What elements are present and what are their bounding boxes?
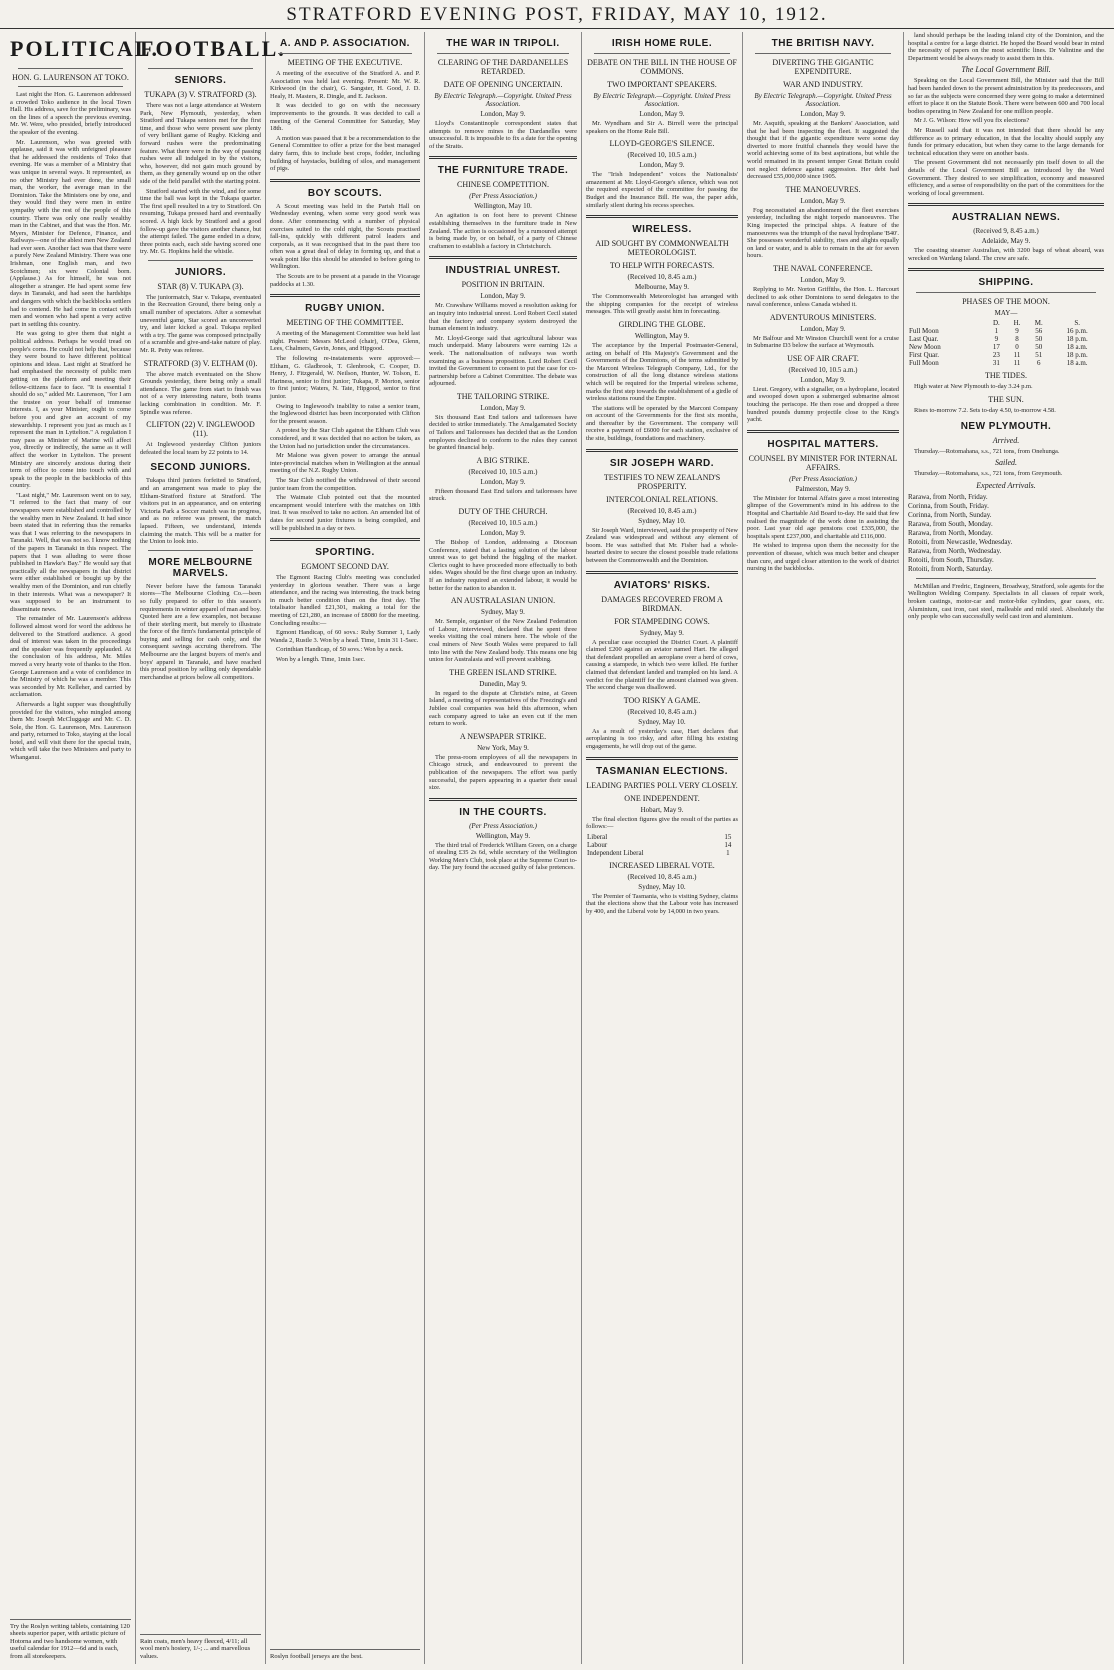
unrest-head: INDUSTRIAL UNREST. (445, 265, 561, 277)
moon-phase: New Moon (909, 343, 941, 352)
dateline: Sydney, May 10. (638, 516, 686, 525)
table-row (586, 841, 738, 849)
clifton-sub: CLIFTON (22) V. INGLEWOOD (11). (146, 420, 255, 439)
credit-line: By Electric Telegraph.—Copyright. United Press Association. (434, 92, 572, 108)
newspaper-sub: A NEWSPAPER STRIKE. (459, 731, 547, 741)
divider (755, 53, 891, 54)
dateline: London, May 9. (800, 324, 846, 333)
moon-minute: 6 (1036, 359, 1041, 368)
moon-second: 18 p.m. (1066, 351, 1088, 360)
column-political (6, 32, 159, 1664)
paragraph: Mr Balfour and Mr Winston Churchill went for a cruise in Submarine D3 below the surface at Weymouth. (747, 334, 899, 350)
tides-head: THE TIDES. (984, 371, 1028, 381)
dateline: Sydney, May 10. (638, 882, 686, 891)
paragraph: The Waimate Club pointed out that the mounted encampment would interfere with the matches on 18th inst. It was resolved to take no action. An amended list of dates for second junior fixtures is being compiled, and will be published in a day or two. (270, 494, 420, 532)
table-row (586, 849, 738, 857)
aircraft-sub: USE OF AIR CRAFT. (787, 353, 859, 363)
divider (916, 578, 1096, 579)
second-juniors-head: SECOND JUNIORS. (150, 462, 251, 474)
paragraph: The final election figures give the result of the parties as follows:— (586, 815, 738, 831)
divider (429, 798, 577, 801)
paragraph: A protest by the Star Club against the Eltham Club was considered, and it was decided that no action be taken, as the Union had no jurisdiction under the circumstances. (270, 427, 420, 450)
list-item: Rarawa, from North, Wednesday. (908, 546, 1002, 555)
credit-line: (Per Press Association.) (469, 192, 537, 201)
column-local (904, 32, 1108, 1664)
column-header: S. (1074, 319, 1080, 328)
tailoring-sub: THE TAILORING STRIKE. (456, 391, 550, 401)
received-line: (Received 10, 8.45 a.m.) (627, 506, 697, 515)
masthead: STRATFORD EVENING POST, FRIDAY, MAY 10, 1912. (0, 4, 1114, 29)
rugby-head: RUGBY UNION. (305, 303, 385, 315)
list-item: Corinna, from North, Sunday. (908, 510, 992, 519)
table-row (908, 351, 1104, 359)
moon-head: PHASES OF THE MOON. (962, 297, 1050, 307)
paragraph: "Last night," Mr. Laurenson went on to say, "I referred to the fact that many of our newspapers were established and controlled by the wealthy men in New Zealand. It had since been stated that in referring thus the remarks was that I was referring to the newspapers in Taranaki. Well, that was not so. I know nothing of the papers in Taranaki in this respect. The papers that I was alluding to were those published in Hawke's Bay." He would say that practically all the newspapers in that district were either established or bought up by the wealthy men of the Dominion, and run chiefly in their interests. What was a newspaper? It was supposed to be an instrument to disseminate news. (10, 491, 131, 613)
dateline: London, May 9. (800, 110, 846, 118)
ward-sub: TESTIFIES TO NEW ZEALAND'S PROSPERITY. (603, 472, 721, 491)
paragraph: Tukapa third juniors forfeited to Stratford, and an arrangement was made to play the Eltham-Stratford fixture at Stratford. The visitors put in an appearance, and on entering Victoria Park a Soccer match was in progress, and as no referee was present, the match lapsed. Fifteen, we understand, intends claiming the match. This will be a matter for the Union to look into. (140, 477, 261, 546)
moon-minute: 51 (1035, 351, 1043, 360)
adventurous-sub: ADVENTUROUS MINISTERS. (769, 312, 877, 322)
divider (586, 449, 738, 452)
column-tripoli (425, 32, 582, 1664)
dateline: Sydney, May 9. (481, 608, 525, 617)
paragraph: Sir Joseph Ward, interviewed, said the prosperity of New Zealand was widespread and without any element of boom. He was satisfied that Mr. Fisher had a whole-hearted desire to secure the closest possible trade relations between the Commonwealth and the Dominion. (586, 526, 738, 565)
paragraph: Mr. Lloyd-George said that agricultural labour was much underpaid. Many labourers were earning 12s a week. The nationalisation of railways was worth examining as a business proposition. Lord Robert Cecil invited the Government to consent to put the case for co-partnership before a Cabinet Committee. The debate was adjourned. (429, 334, 577, 388)
navy-sub1: DIVERTING THE GIGANTIC EXPENDITURE. (772, 58, 874, 76)
irish-title: IRISH HOME RULE. (611, 38, 713, 49)
received-line: (Received 9, 8.45 a.m.) (973, 227, 1039, 236)
moon-second: 18 p.m. (1066, 335, 1088, 344)
dateline: London, May 9. (480, 529, 526, 538)
list-item: Rarawa, from North, Monday. (908, 528, 993, 537)
aviators-sub: DAMAGES RECOVERED FROM A BIRDMAN. (601, 594, 723, 613)
furniture-head: THE FURNITURE TRADE. (437, 165, 569, 177)
dateline: Palmerston, May 9. (795, 484, 851, 493)
paragraph: The stations will be operated by the Marconi Company on account of the Governments for the first six months, and thereafter by the Government. The company will receive a payment of £6000 for each station, exclusive of the site, buildings, foundations and machinery. (586, 404, 738, 443)
bigstrike-sub: A BIG STRIKE. (476, 455, 530, 465)
paragraph: Egmont Handicap, of 60 sovs.: Ruby Sumner 1, Lady Wanda 2, Rustle 3. Won by a head. Time, 1min 31 1-5sec. (270, 629, 420, 644)
paragraph: Mr J. G. Wilson: How will you fix elections? (914, 117, 1030, 125)
sailed-text: Thursday.—Rotomahana, s.s., 721 tons, from Greymouth. (914, 470, 1063, 478)
moon-day: 1 (994, 327, 999, 336)
divider (586, 215, 738, 218)
divider (747, 430, 899, 433)
paragraph: Never before have the famous Taranaki stores—The Melbourne Clothing Co.—been so fully prepared to offer to this season's requirements in winter apparel of man and boy. Quoted here are a few examples, not because of their sterling merit, but merely to illustrate the force of the firm's fundamental principle of buying and selling for cash only, and the consequent savings accruing therefrom. The Melbourne are the largest buyers of men's and boys' apparel in Taranaki, and have reached this proud position by selling only dependable merchandise at prices below all competitors. (140, 582, 261, 681)
paragraph: Lloyd's Constantinople correspondent states that attempts to remove mines in the Dardanelles were unsuccessful. It is impossible to fix a date for the opening of the Straits. (429, 120, 577, 150)
hospital-head: HOSPITAL MATTERS. (767, 438, 879, 450)
juniors-head: JUNIORS. (174, 266, 227, 278)
paragraph: Speaking on the Local Government Bill, the Minister said that the Bill had been handed down to the present administration by its predecessors, and so far as the subjects were concerned they were going to make a determined effort to place it on the Statute Book. There were between 600 and 700 local bodies operating in New Zealand for one million people. (908, 77, 1104, 115)
divider (148, 550, 253, 551)
moon-second: 18 a.m. (1066, 343, 1088, 352)
paragraph: In regard to the dispute at Christie's mine, at Green Island, a meeting of representatives of the Freezing's and Jubilee coal companies was held this afternoon, when each company agreed to take an even cut if the men return to work. (429, 689, 577, 728)
dateline: Dunedin, May 9. (479, 679, 527, 688)
dateline: Wellington, May 10. (474, 202, 532, 211)
risky-sub: TOO RISKY A GAME. (623, 695, 701, 705)
column-header-phase (908, 319, 986, 327)
juniors-sub: STAR (8) V. TUKAPA (3). (157, 281, 244, 291)
moon-hour: 0 (1015, 343, 1019, 352)
political-title: POLITICAL. (10, 36, 159, 61)
tas-sub2: ONE INDEPENDENT. (624, 793, 700, 803)
paragraph: The Minister for Internal Affairs gave a most interesting glimpse of the Government's mind in his address to the Hospital and Charitable Aid Board to-day. He said that few realised the magnitude of the work done in assisting the poor. Last year old age pensions cost £335,000, the hospitals spent £237,000, and charitable aid £116,000. (747, 494, 899, 540)
wireless-sub: AID SOUGHT BY COMMONWEALTH METEOROLOGIST. (595, 239, 729, 258)
eltham-sub: STRATFORD (3) V. ELTHAM (0). (143, 358, 258, 368)
paragraph: There was not a large attendance at Western Park, New Plymouth, yesterday, when Stratford and Tukapa seniors met for the first time, and those who were present saw plenty of very brilliant game of Rugby. Kicking and forward rushes were the predominating feature. What there were in the way of passing rushes were all indulged in by the visitors, who, however, did not gain much ground by them, as they generally wound up on the other side of the field parallel with the starting point. (140, 102, 261, 185)
paragraph: Six thousand East End tailors and tailoresses have decided to strike immediately. The Amalgamated Society of Tailors and Tailoresses has decided that as the London employers declined to conform to the rules they cannot be granted financial help. (429, 413, 577, 452)
paragraph: He wished to impress upon them the necessity for the prevention of disease, which was much better and cheaper than cure, and urged closer attention to the work of district nursing in the backblocks. (747, 542, 899, 573)
tas-sub: LEADING PARTIES POLL VERY CLOSELY. (586, 780, 738, 790)
paragraph: Won by a length. Time, 1min 1sec. (276, 656, 366, 664)
dateline: London, May 9. (480, 403, 526, 412)
globe-sub: GIRDLING THE GLOBE. (618, 319, 706, 329)
paragraph: Fifteen thousand East End tailors and tailoresses have struck. (429, 487, 577, 503)
divider (270, 294, 420, 297)
list-item: Rarawa, from South, Monday. (908, 519, 993, 528)
party-name: Independent Liberal (587, 848, 644, 857)
party-name: Labour (587, 840, 608, 849)
seat-count: 15 (724, 832, 732, 841)
tripoli-sub1: CLEARING OF THE DARDANELLES RETARDED. (437, 58, 569, 76)
paragraph: The third trial of Frederick William Green, on a charge of stealing £35 2s 6d, while secretary of the Wellington Working Men's Club, took place at the Supreme Court to-day. The jury found the accused guilty of false pretences. (429, 841, 577, 872)
divider (148, 260, 253, 261)
scouts-head: BOY SCOUTS. (307, 187, 383, 199)
moon-phase: First Quar. (909, 351, 939, 360)
football-footer: Rain coats, men's heavy fleeced, 4/11; all wool men's hosiery, 1/-; ... and marvellous values. (140, 1634, 261, 1661)
apa-footer: Roslyn football jerseys are the best. (270, 1649, 420, 1661)
naval-conf-sub: THE NAVAL CONFERENCE. (773, 263, 873, 273)
tides-text: High water at New Plymouth to-day 3.24 p.m. (914, 383, 1033, 391)
dateline: London, May 9. (800, 275, 846, 284)
paragraph: An agitation is on foot here to prevent Chinese establishing themselves in the furniture trade in New Zealand. The action is occasioned by a rumoured attempt is being made by, or on behalf, of a party of Chinese craftsmen to establish a factory in Christchurch. (429, 212, 577, 250)
list-item: Rotoiti, from South, Thursday. (908, 555, 994, 564)
sun-head: THE SUN. (988, 395, 1024, 405)
tas-head: TASMANIAN ELECTIONS. (595, 765, 729, 777)
paragraph: A motion was passed that it be a recommendation to the General Committee to offer a prize for the best managed dairy farm, this to include best crops, fodder, including building of haystacks, building of silos, and management of pigs. (270, 134, 420, 173)
moon-day: 9 (994, 335, 999, 344)
moon-day: 17 (992, 343, 1000, 352)
moon-phase: Full Moon (909, 327, 939, 336)
credit-line: By Electric Telegraph.—Copyright. United Press Association. (754, 92, 892, 108)
rugby-sub: MEETING OF THE COMMITTEE. (286, 318, 404, 328)
paragraph: The Scouts are to be present at a parade in the Vicarage paddocks at 1.30. (270, 273, 420, 288)
paragraph: Mr Malone was given power to arrange the annual inter-provincial matches when in Wellington at the annual meeting of the N.Z. Rugby Union. (270, 452, 420, 475)
seniors-head: SENIORS. (174, 75, 227, 86)
paragraph: Replying to Mr. Norton Griffiths, the Hon. L. Harcourt declined to ask other Dominions to send delegates to the naval conference, unless Canada wished it. (747, 285, 899, 309)
moon-minute: 56 (1035, 327, 1043, 336)
list-item: Rotoiti, from North, Saturday. (908, 564, 993, 573)
navy-sub2: WAR AND INDUSTRY. (783, 80, 863, 89)
paragraph: The remainder of Mr. Laurenson's address followed almost word for word the address he delivered to the Stratford audience. A good deal of interest was taken in the proceedings and the speaker was frequently applauded. At the conclusion of his address, Mr. Miles moved a very hearty vote of thanks to the Hon. George Laurenson and a vote of confidence in the Ministry of which he was a member. This was seconded by Mr. Kelleher, and carried by acclamation. (10, 615, 131, 699)
dateline: Hobart, May 9. (640, 805, 684, 814)
received-line: (Received 10, 8.45 a.m.) (627, 707, 697, 716)
paragraph: Mr. Laurenson, who was greeted with applause, said it was with unfeigned pleasure that he addressed the residents of Toko that evening. He was a member of a Ministry that was unique in several ways. It represented, as no other Ministry had ever done, the small man, the worker, the average man in the Dominion. Take the Ministers one by one, and they would find they were men in entire sympathy with the rest of the people of this country. There was only one really wealthy man in the Cabinet, and that was the Hon. Mr. Myers, Minister for Defence, Finance, and Railways—one of the ablest men New Zealand had ever seen. Another fact was that there were a purely New Zealand Ministry. There was one Irishman, one English man, and two Scotchmen; six were Colonial born. (Applause.) As for himself, he was not altogether a stranger. He had spent some few days in Taranaki, and had seen the hardships and dangers with which the backblocks settlers had to contend. He had come in contact with men and women who had spent a very active part in settling this country. (10, 138, 131, 328)
dateline: Adelaide, May 9. (981, 237, 1031, 246)
lgb-head: The Local Government Bill. (961, 65, 1051, 75)
table-row (586, 833, 738, 841)
table-row (908, 335, 1104, 343)
paragraph: The present Government did not necessarily pin itself down to all the details of the Local Government Bill as introduced by the Ward Government. They desired to see simplification, economy and measured efficiency, and a sense of responsibility on the part of the committees for the working of local government. (908, 159, 1104, 197)
divider (908, 268, 1104, 271)
divider (18, 86, 123, 87)
np-head: NEW PLYMOUTH. (960, 420, 1052, 432)
paragraph: The following re-instatements were approved:—Eltham, G. Gladbrook, T. Glenbrook, C. Cooper, D. Henry, J. Fitzgerald, W. Neilson, Hunter, W. Tolson, E. Hartness, senior to first junior; Tukapa, P. Morton, senior to first junior; Waters, N. Tate, Hipgood, senior to first junior. (270, 355, 420, 400)
lib-sub: INCREASED LIBERAL VOTE. (609, 860, 715, 870)
paragraph: Stratford started with the wind, and for some time the ball was kept in the Tukapa quarter. The first spell resulted in a try to Stratford. On resuming, Tukapa pressed hard and eventually scored. A high kick by Stratford and a good follow-up gave the visitors another chance, but the attempt failed. The game ended in a draw, three points each, each side having scored one try. Mr. G. Hopkins held the whistle. (140, 187, 261, 256)
paragraph: The coasting steamer Australian, with 3200 bags of wheat aboard, was wrecked on Wardang Island. The crew are safe. (908, 247, 1104, 262)
moon-phase: Last Quar. (909, 335, 939, 344)
aviators-sub2: FOR STAMPEDING COWS. (614, 616, 710, 626)
moon-month: MAY— (994, 309, 1018, 318)
divider (586, 757, 738, 760)
expected-list (908, 493, 1104, 574)
columns (6, 32, 1108, 1664)
paragraph: The above match eventuated on the Show Grounds yesterday, there being only a small attendance. The game from start to finish was not of a very interesting nature, both teams lacking combination in condition. Mr. F. Spindle was referee. (140, 370, 261, 416)
tripoli-sub2: DATE OF OPENING UNCERTAIN. (443, 80, 563, 89)
unrest-sub: POSITION IN BRITAIN. (461, 280, 545, 290)
dateline: Wellington, May 9. (634, 331, 690, 340)
election-results-table (586, 833, 738, 857)
paragraph: The "Irish Independent" voices the Nationalists' amazement at Mr. Lloyd-George's silence, which was not the required expected of the committee for passing the Budget and the Insurance Bill. He was, the paper adds, similarly silent during his recess speeches. (586, 171, 738, 209)
paragraph: Mr. Wyndham and Sir A. Birrell were the principal speakers on the Home Rule Bill. (586, 120, 738, 135)
paragraph: Mr. Asquith, speaking at the Bankers' Association, said that he had been inspecting the fleet. It suggested the thought that if the gigantic expenditure were some day diverted to more fruitful channels they would have the world achieving some of its best aspirations, but while the world remained in its present temper Great Britain could not neglect defence against aggression. Her debt had decreased £55,000,000 since 1905. (747, 120, 899, 181)
dateline: Sydney, May 9. (640, 628, 684, 637)
paragraph: It was decided to go on with the necessary improvements to the grounds. It was decided to call a meeting of the General Committee for Saturday, May 18th. (270, 102, 420, 133)
hospital-sub: COUNSEL BY MINISTER FOR INTERNAL AFFAIRS. (748, 453, 898, 472)
divider (437, 53, 569, 54)
paragraph: Mr Russell said that it was not intended that there should be any difference as to primary education, in that the locality should supply any funds for primary education, but when they came to the large demands for technical education they were on another basis. (908, 126, 1104, 157)
paragraph: Last night the Hon. G. Laurenson addressed a crowded Toko audience in the local Town Hall. His address, save for the preliminary, was on the lines of a speech the previous evening. Mr. W. Were, who presided, briefly introduced the speaker of the evening. (10, 91, 131, 136)
paragraph: The Star Club notified the withdrawal of their second junior team from the competition. (270, 476, 420, 492)
list-item: Corinna, from South, Friday. (908, 501, 989, 510)
paragraph: Lieut. Gregory, with a signaller, on a hydroplane, located and swooped down upon a submerged submarine almost touching the periscope. He then rose and dropped a three hundred pounds dummy projectile close to the King's yacht. (747, 385, 899, 424)
moon-second: 16 p.m. (1066, 327, 1088, 336)
divider (908, 203, 1104, 206)
arrived-text: Thursday.—Rotomahana, s.s., 721 tons, from Onehunga. (914, 447, 1060, 455)
irish-sub1: DEBATE ON THE BILL IN THE HOUSE OF COMMONS. (587, 58, 737, 76)
paragraph: As a result of yesterday's case, Hart declares that aeroplaning is too risky, and after filling his existing engagements, he will drop out of the game. (586, 727, 738, 750)
seat-count: 14 (724, 840, 732, 849)
paragraph: Fog necessitated an abandonment of the fleet exercises yesterday, including the night torpedo manoeuvres. The King inspected the principal ships. A feature of the manoeuvres was the triumph of the naval hydroplane 'B40'. She possesses wonderful stability, rises and alights equally on land or water, and is able to remain in the air for seven hours. (747, 206, 899, 260)
received-line: (Received 10, 10.5 a.m.) (468, 467, 538, 476)
divider (18, 68, 123, 69)
political-footer-ad: Try the Roslyn writing tablets, containing 120 sheets superior paper, with artistic picture of Hotorna and two handsome women, with useful calendar for 1912—6d and is each, from all storekeepers. (10, 1619, 131, 1661)
moon-hour: 11 (1013, 351, 1021, 360)
dateline: London, May 9. (480, 110, 526, 118)
table-header-row (908, 319, 1104, 327)
ward-head: SIR JOSEPH WARD. (609, 457, 715, 469)
moon-minute: 50 (1035, 343, 1043, 352)
navy-title: THE BRITISH NAVY. (771, 38, 875, 49)
moon-minute: 50 (1035, 335, 1043, 344)
paragraph: The juniormatch, Star v. Tukapa, eventuated in the Recreation Ground, there being only a small number of spectators. After a somewhat uneventful game, Star scored an unconverted try, and later kicked a goal. Tukapa replied with a try. The game was composed principally of a scramble and give-and-take nature of play. Mr. R. Petty was referee. (140, 293, 261, 355)
divider (916, 292, 1096, 293)
table-row (908, 327, 1104, 335)
moon-hour: 9 (1015, 327, 1019, 336)
column-irish (582, 32, 743, 1664)
football-title: FOOTBALL. (140, 36, 286, 61)
dateline: London, May 9. (639, 110, 685, 118)
shipping-head: SHIPPING. (978, 277, 1034, 289)
received-line: (Received 10, 8.45 a.m.) (627, 273, 697, 282)
column-apa (266, 32, 425, 1664)
divider (270, 179, 420, 182)
divider (594, 53, 730, 54)
paragraph: A peculiar case occupied the District Court. A plaintiff claimed £200 against an aviator named Hart. He alleged that defendant propelled an aeroplane over a herd of cows, causing a stampede, in which two were killed. He further claimed that defendant landed and trampled on his land. A verdict for the plaintiff for the amount claimed was given. The second charge was disallowed. (586, 638, 738, 692)
divider (586, 571, 738, 574)
aviators-head: AVIATORS' RISKS. (613, 579, 711, 591)
moon-day: 31 (992, 359, 1000, 368)
divider (148, 68, 253, 69)
greenisland-sub: THE GREEN ISLAND STRIKE. (449, 667, 557, 677)
divider (429, 256, 577, 259)
divider (429, 156, 577, 159)
wireless-head: WIRELESS. (632, 224, 692, 236)
dateline: Sydney, May 10. (638, 717, 686, 726)
received-line: (Received 10, 10.5 a.m.) (468, 519, 538, 528)
list-item: Rarawa, from North, Friday. (908, 492, 988, 501)
courts-head: IN THE COURTS. (459, 806, 547, 818)
column-football (136, 32, 286, 1664)
table-row (908, 343, 1104, 351)
moon-hour: 11 (1013, 359, 1021, 368)
paragraph: Mr. Crawshaw Williams moved a resolution asking for an inquiry into industrial unrest. Lord Robert Cecil stated that the factory and company system destroyed the human element in industry. (429, 302, 577, 333)
paragraph: At Inglewood yesterday Clifton juniors defeated the local team by 22 points to 14. (140, 441, 261, 456)
melbourne-head: MORE MELBOURNE MARVELS. (148, 556, 253, 579)
ward-sub2: INTERCOLONIAL RELATIONS. (606, 494, 718, 504)
tripoli-title: THE WAR IN TRIPOLI. (446, 38, 560, 49)
column-header: H. (1013, 319, 1021, 328)
moon-day: 23 (992, 351, 1000, 360)
sporting-sub: EGMONT SECOND DAY. (301, 562, 389, 572)
received-line: (Received 10, 10.5 a.m.) (788, 365, 858, 374)
dateline: London, May 9. (480, 477, 526, 486)
paragraph: A meeting of the Management Committee was held last night. Present: Messrs McLeod (chair), O'Dea, Glenn, Lees, Chalmers, Gavin, Jones, and Hipgood. (270, 330, 420, 353)
dateline: Wellington, May 9. (475, 831, 531, 840)
column-header: D. (992, 319, 1000, 328)
party-name: Liberal (587, 832, 608, 841)
sporting-head: SPORTING. (315, 547, 375, 559)
dateline: New York, May 9. (477, 743, 529, 752)
paragraph: The acceptance by the Imperial Postmaster-General, acting on behalf of His Majesty's Government and the Governments of the Dominions, of the terms submitted by the Marconi Wireless Telegraph Company, Ltd., for the construction of all the long distance wireless stations which will be required for the Imperial wireless scheme, marks the first step towards the establishment of a girdle of wireless stations round the Empire. (586, 341, 738, 403)
paragraph: land should perhaps be the leading inland city of the Dominion, and the hospital a centre for a large district. He hoped the Board would bear in mind the necessity of papers on the most scientific lines. Dr Valintine and the Department would be always ready to assist them in this. (908, 32, 1104, 62)
sailed-head: Sailed. (995, 458, 1017, 468)
list-item: Rotoiti, from Newcastle, Wednesday. (908, 537, 1013, 546)
expected-head: Expected Arrivals. (976, 480, 1036, 490)
received-line: (Received 10, 8.45 a.m.) (627, 872, 697, 881)
dateline: London, May 9. (639, 161, 685, 170)
moon-hour: 8 (1015, 335, 1019, 344)
wireless-sub2: TO HELP WITH FORECASTS. (609, 261, 715, 271)
credit-line: By Electric Telegraph.—Copyright. United Press Association. (593, 92, 731, 108)
seniors-sub: TUKAPA (3) V. STRATFORD (3). (144, 90, 257, 99)
lloyd-sub: LLOYD-GEORGE'S SILENCE. (609, 139, 715, 149)
column-navy (743, 32, 904, 1664)
moon-phase: Full Moon (909, 359, 939, 368)
apa-title: A. AND P. ASSOCIATION. (280, 38, 410, 49)
dateline: London, May 9. (800, 196, 846, 205)
paragraph: The Egmont Racing Club's meeting was concluded yesterday in glorious weather. There was a large attendance, and the racing was interesting, the track being in much better condition than on the first day. The totalisator handled £21,301, making a total for the meeting of £21,280, an increase of £8080 for the meeting. Concluding results:— (270, 574, 420, 627)
manoeuvres-sub: THE MANOEUVRES. (785, 184, 861, 194)
austunion-sub: AN AUSTRALASIAN UNION. (450, 596, 556, 606)
paragraph: The Commonwealth Meteorologist has arranged with the shipping companies for the receipt of wireless messages. This will greatly assist him in forecasting. (586, 293, 738, 316)
aus-head: AUSTRALIAN NEWS. (951, 212, 1061, 224)
dateline: London, May 9. (480, 292, 526, 301)
paragraph: Owing to Inglewood's inability to raise a senior team, the Inglewood district has been incorporated with Clifton for the present season. (270, 402, 420, 425)
paragraph: He was going to give them that night a political address. Perhaps he would tread on people's corns. He could not help that, because they were bound to have different political opinions and ideas. Last night at Stratford he had emphasised the necessity of public men getting on the platform and meeting their fellow-citizens face to face. "It is essential I should do so," added Mr. Laurenson, "for I am the trustee on your behalf of immense interests. I, as your Minister, ought to come before you and give an account of my stewardship. I represent you just as much as I represent the man in Lyttelton." A regulation I may pass as Minister of Marine will affect you, directly or indirectly, the same as it will affect the worker in Lyttelton. The present Ministry are sincerely anxious during their term of office to come into touch with and speak to the people in the backblocks of this country. (10, 330, 131, 490)
paragraph: Mr. Semple, organiser of the New Zealand Federation of Labour, interviewed, declared that he spent three weeks visiting the coal miners here. The whole of the coal miners of New South Wales were prepared to fall into line with the New Zealand body. This means one big union for Australasia and will prevent scabbing. (429, 618, 577, 664)
sun-text: Rises to-morrow 7.2. Sets to-day 4.50, to-morrow 4.58. (914, 407, 1056, 415)
credit-line: (Per Press Association.) (789, 474, 857, 483)
moon-second: 18 a.m. (1066, 359, 1088, 368)
advertisement: McMillan and Fredric, Engineers, Broadway, Stratford, sole agents for the Wellington Welding Company. Specialists in all classes of repair work, broken castings, motor-car and motor-bike cylinders, gear cases, etc. Aluminium, cast iron, cast steel, malleable and mild steel. Absolutely the only people who can successfully weld cast iron and aluminium. (908, 582, 1105, 621)
furniture-sub: CHINESE COMPETITION. (457, 180, 549, 190)
paragraph: Afterwards a light supper was thoughtfully provided for the visitors, who mingled among them Mr. Joseph McCluggage and Mr. C. D. Sole, the Hon. G. Laurenson, Mrs. Laurenson and party, returned to Toko, staying at the local hotel, and will visit there for the special train, which will take the two Ministers and party to Whanganui. (10, 700, 131, 762)
moon-table (908, 319, 1104, 367)
dateline: London, May 9. (800, 375, 846, 384)
church-sub: DUTY OF THE CHURCH. (458, 507, 548, 517)
received-line: (Received 10, 10.5 a.m.) (627, 151, 697, 160)
paragraph: The Premier of Tasmania, who is visiting Sydney, claims that the elections show that the Labour vote has increased by 400, and the Liberal vote by 14,000 in two years. (586, 892, 738, 915)
irish-sub2: TWO IMPORTANT SPEAKERS. (607, 80, 717, 89)
arrived-head: Arrived. (992, 435, 1020, 445)
paragraph: A Scout meeting was held in the Parish Hall on Wednesday evening, when some very good work was done. After commencing with a number of physical exercises suited to the cold night, the Scouts practised fall-ins, quickly with different patrol leaders and corporals, as it was recognised that in the past there too often was a great deal of delay in forming up, and that a weak point like this should be attended to before going to Wellington. (270, 202, 420, 271)
paragraph: Corinthian Handicap, of 50 sovs.: Won by a neck. (276, 646, 404, 654)
seat-count: 1 (726, 848, 730, 857)
paragraph: The Bishop of London, addressing a Diocesan Conference, stated that a lasting solution of the labour unrest was to get behind the higgling of the market. Clerics ought to have proceeded more effectually to both sides. Wages should be the first charge upon an industry. If an industry required an extended labour, it would be better for the nation to abandon it. (429, 539, 577, 592)
apa-sub: MEETING OF THE EXECUTIVE. (287, 58, 403, 67)
column-header: M. (1034, 319, 1043, 328)
credit-line: (Per Press Association.) (469, 821, 537, 830)
table-row (908, 359, 1104, 367)
divider (270, 538, 420, 541)
political-subhead: HON. G. LAURENSON AT TOKO. (12, 73, 129, 82)
paragraph: The press-room employees of all the newspapers in Chicago struck, and endeavoured to prevent the publication of the newspapers. The effort was partly successful, the papers appearing in a quarter their usual size. (429, 753, 577, 792)
paragraph: A meeting of the executive of the Stratford A. and P. Association was held last evening. Present: Mr. W. R. Kirkwood (in the chair), G. Sangster, H. Good, J. D. Healy, H. Masters, R. Dingle, and E. Jackson. (270, 70, 420, 100)
divider (278, 53, 412, 54)
dateline: Melbourne, May 9. (634, 283, 690, 292)
